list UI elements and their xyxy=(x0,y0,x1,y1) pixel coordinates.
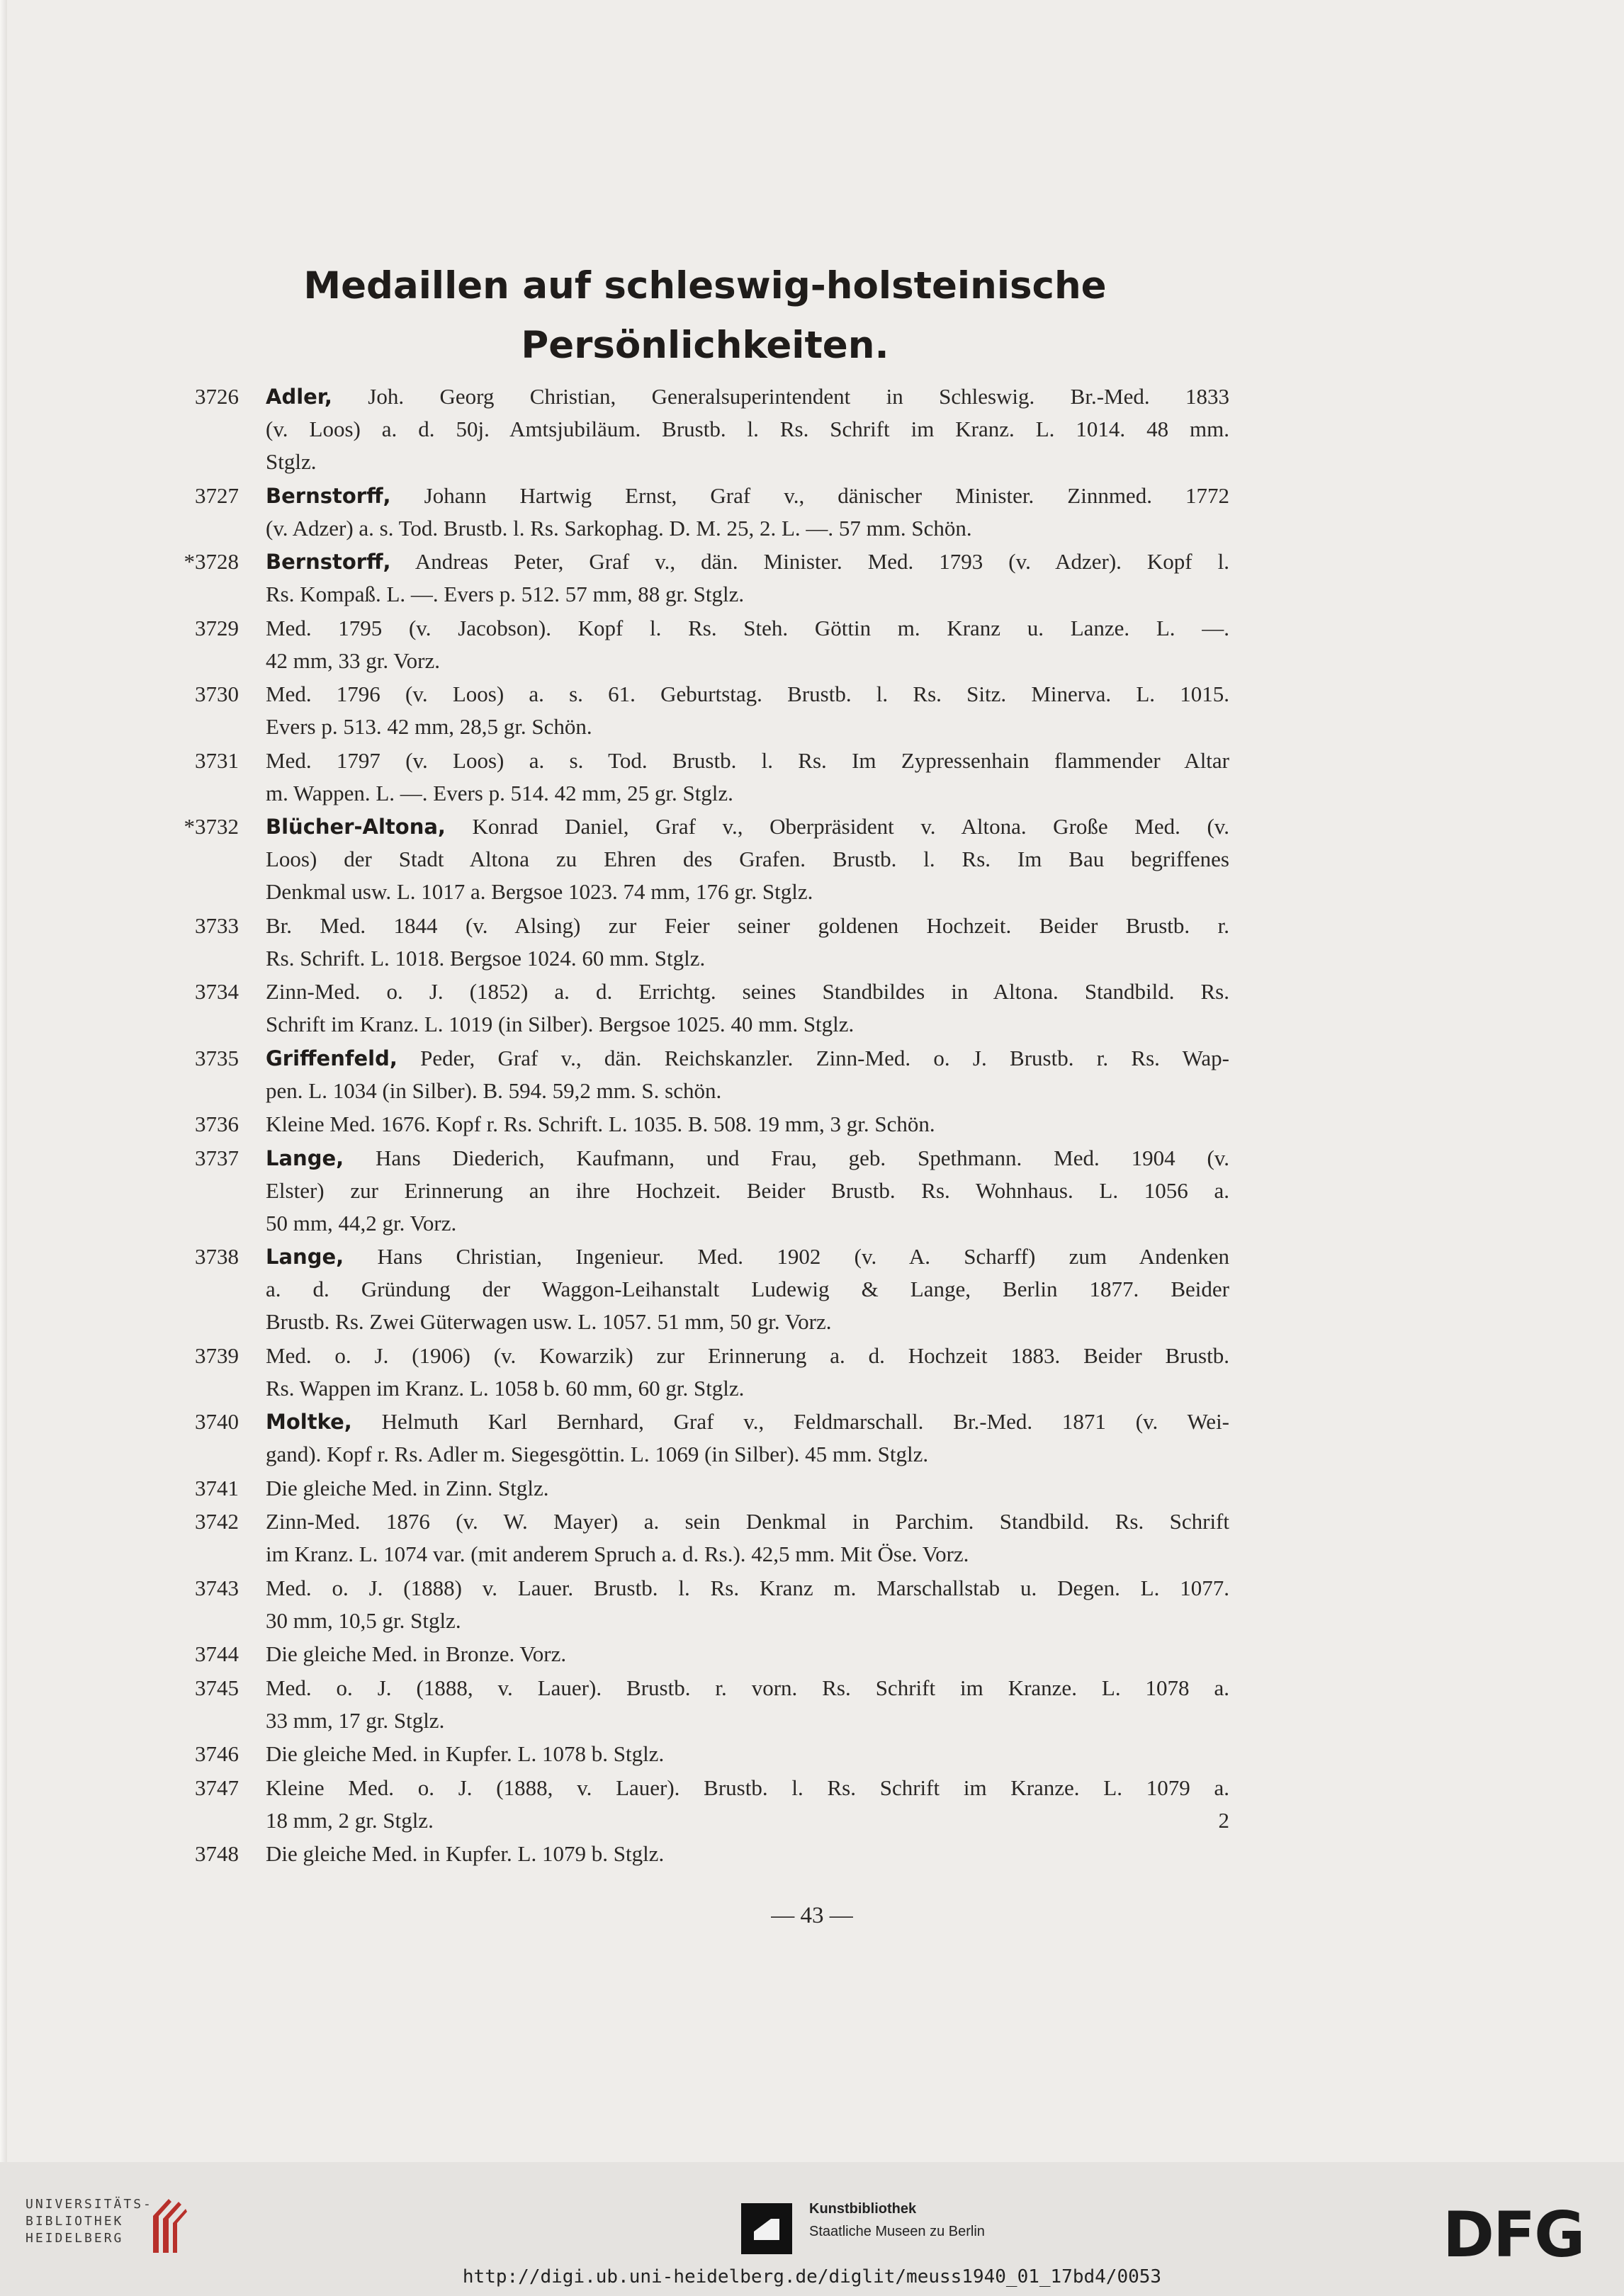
source-url-link[interactable]: http://digi.ub.uni-heidelberg.de/diglit/meuss1940_01_17bd4/0053 xyxy=(462,2266,1162,2287)
entry-line xyxy=(266,1240,1229,1273)
entry-line-text: gand). Kopf r. Rs. Adler m. Siegesgöttin. L. 1069 (in Silber). 45 mm. Stglz. xyxy=(266,1442,929,1466)
entry-text xyxy=(266,1572,1229,1637)
entry-number: 3743 xyxy=(195,1575,239,1600)
entry-text xyxy=(266,910,1229,975)
entry-text xyxy=(266,1042,1229,1107)
page-title xyxy=(234,256,1176,375)
entry-line xyxy=(266,745,1229,777)
kb-line-2: Staatliche Museen zu Berlin xyxy=(809,2224,985,2239)
entry-line xyxy=(266,1505,1229,1538)
entry-text xyxy=(266,1672,1229,1737)
entry-line-text: Die gleiche Med. in Kupfer. L. 1079 b. Stglz. xyxy=(266,1841,665,1866)
entry-line xyxy=(266,1108,1229,1141)
entry-line-text: Kleine Med. 1676. Kopf r. Rs. Schrift. L. 1035. B. 508. 19 mm, 3 gr. Schön. xyxy=(266,1112,935,1136)
entry-line-text: Med. 1796 (v. Loos) a. s. 61. Geburtstag. Brustb. l. Rs. Sitz. Minerva. L. 1015. xyxy=(266,682,1229,706)
kunstbibliothek-mark-icon xyxy=(741,2203,792,2254)
entry-line-text: Med. 1795 (v. Jacobson). Kopf l. Rs. Steh. Göttin m. Kranz u. Lanze. L. —. xyxy=(266,615,1229,640)
person-name: Blücher-Altona, xyxy=(266,815,446,839)
entry-line xyxy=(266,1306,1229,1338)
person-name: Griffenfeld, xyxy=(266,1046,397,1070)
entry-text xyxy=(266,1142,1229,1240)
entry-line xyxy=(266,1008,1229,1041)
entry-line-text: Hans Christian, Ingenieur. Med. 1902 (v. A. Scharff) zum Andenken xyxy=(377,1244,1230,1269)
entry-line xyxy=(266,810,1229,843)
entry-number: *3732 xyxy=(184,814,239,839)
entry-text xyxy=(266,1505,1229,1571)
person-name: Bernstorff, xyxy=(266,483,391,508)
person-name: Adler, xyxy=(266,385,332,409)
ub-emblem-icon xyxy=(147,2195,190,2256)
title-line-2: Persönlichkeiten. xyxy=(521,324,889,367)
ub-line-2: BIBLIOTHEK xyxy=(26,2214,124,2229)
entry-line-text: Kleine Med. o. J. (1888, v. Lauer). Brustb. l. Rs. Schrift im Kranze. L. 1079 a. xyxy=(266,1775,1229,1800)
entry-text xyxy=(266,612,1229,677)
entry-line xyxy=(266,678,1229,711)
entry-line-text: Rs. Wappen im Kranz. L. 1058 b. 60 mm, 60 gr. Stglz. xyxy=(266,1375,745,1401)
entry-number: 3731 xyxy=(195,747,239,773)
entry-number: 3738 xyxy=(195,1244,239,1269)
entry-line xyxy=(266,910,1229,942)
entry-line xyxy=(266,1838,1229,1870)
ub-logo-text xyxy=(26,2196,153,2247)
entry-line-text: Schrift im Kranz. L. 1019 (in Silber). Bergsoe 1025. 40 mm. Stglz. xyxy=(266,1012,855,1036)
entry-line xyxy=(266,942,1229,975)
entry-line xyxy=(266,612,1229,645)
entry-number: 3747 xyxy=(195,1775,239,1800)
entry-text xyxy=(266,480,1229,545)
entry-line xyxy=(266,1605,1229,1637)
entry-line xyxy=(266,711,1229,743)
entry-line-text: Med. 1797 (v. Loos) a. s. Tod. Brustb. l. Rs. Im Zypressenhain flammender Altar xyxy=(266,747,1229,773)
person-name: Bernstorff, xyxy=(266,550,391,574)
entry-number: 3746 xyxy=(195,1741,239,1766)
entry-line xyxy=(266,777,1229,810)
entry-line xyxy=(266,1638,1229,1670)
entry-line-text: Stglz. xyxy=(266,449,317,474)
entry-text xyxy=(266,1772,1229,1837)
entry-text xyxy=(266,745,1229,810)
entry-line xyxy=(266,413,1229,446)
entry-line xyxy=(266,1406,1229,1438)
entry-number: *3728 xyxy=(184,549,239,574)
entry-line xyxy=(266,1273,1229,1306)
person-name: Lange, xyxy=(266,1245,344,1269)
entry-line xyxy=(266,876,1229,908)
entry-line-text: (v. Loos) a. d. 50j. Amtsjubiläum. Brustb. l. Rs. Schrift im Kranz. L. 1014. 48 mm. xyxy=(266,417,1229,441)
entry-line-text: Med. o. J. (1906) (v. Kowarzik) zur Erinnerung a. d. Hochzeit 1883. Beider Brustb. xyxy=(266,1342,1229,1368)
entry-line-text: 30 mm, 10,5 gr. Stglz. xyxy=(266,1607,461,1633)
ub-line-1: UNIVERSITÄTS- xyxy=(26,2197,153,2212)
entry-line-text: im Kranz. L. 1074 var. (mit anderem Spruch a. d. Rs.). 42,5 mm. Mit Öse. Vorz. xyxy=(266,1542,969,1566)
entry-text xyxy=(266,1406,1229,1471)
entry-line-text: a. d. Gründung der Waggon-Leihanstalt Ludewig & Lange, Berlin 1877. Beider xyxy=(266,1277,1229,1301)
entry-text xyxy=(266,380,1229,478)
ub-line-3: HEIDELBERG xyxy=(26,2231,124,2246)
entry-line xyxy=(266,1672,1229,1704)
entry-line-text: Loos) der Stadt Altona zu Ehren des Grafen. Brustb. l. Rs. Im Bau begriffenes xyxy=(266,847,1229,871)
entry-number: 3741 xyxy=(195,1475,239,1500)
entry-line xyxy=(266,1142,1229,1175)
entry-line xyxy=(266,1207,1229,1240)
entry-line xyxy=(266,1372,1229,1405)
entry-line xyxy=(266,1704,1229,1737)
entry-line xyxy=(266,1738,1229,1770)
entry-line-text: Brustb. Rs. Zwei Güterwagen usw. L. 1057. 51 mm, 50 gr. Vorz. xyxy=(266,1309,832,1334)
person-name: Lange, xyxy=(266,1146,344,1170)
entry-line xyxy=(266,1175,1229,1207)
entry-line-text: Rs. Schrift. L. 1018. Bergsoe 1024. 60 mm. Stglz. xyxy=(266,945,706,971)
entry-text xyxy=(266,678,1229,743)
entry-line-text: Rs. Kompaß. L. —. Evers p. 512. 57 mm, 88 gr. Stglz. xyxy=(266,582,745,606)
entry-text xyxy=(266,810,1229,908)
entry-number: 3736 xyxy=(195,1112,239,1136)
entry-line-text: Hans Diederich, Kaufmann, und Frau, geb. Spethmann. Med. 1904 (v. xyxy=(376,1145,1230,1170)
entry-number: 3739 xyxy=(195,1342,239,1368)
entry-line-text: Konrad Daniel, Graf v., Oberpräsident v. Altona. Große Med. (v. xyxy=(472,814,1230,839)
entry-line xyxy=(266,1042,1229,1075)
entry-line-text: Die gleiche Med. in Kupfer. L. 1078 b. Stglz. xyxy=(266,1741,665,1766)
entry-line-text: 50 mm, 44,2 gr. Vorz. xyxy=(266,1210,457,1235)
entry-text xyxy=(266,1738,1229,1770)
entry-line xyxy=(266,380,1229,413)
entry-line-text: pen. L. 1034 (in Silber). B. 594. 59,2 mm. S. schön. xyxy=(266,1078,722,1103)
entry-line xyxy=(266,1438,1229,1471)
entry-line xyxy=(266,578,1229,611)
entry-line-text: Evers p. 513. 42 mm, 28,5 gr. Schön. xyxy=(266,714,592,739)
entry-number: 3742 xyxy=(195,1509,239,1534)
entry-line-text: Andreas Peter, Graf v., dän. Minister. Med. 1793 (v. Adzer). Kopf l. xyxy=(415,549,1229,574)
entry-line-text: Peder, Graf v., dän. Reichskanzler. Zinn-Med. o. J. Brustb. r. Rs. Wap- xyxy=(420,1045,1229,1070)
entry-line xyxy=(266,975,1229,1008)
entry-number: 3734 xyxy=(195,979,239,1004)
margin-note: 2 xyxy=(1218,1807,1229,1833)
entry-line-text: Elster) zur Erinnerung an ihre Hochzeit. Beider Brustb. Rs. Wohnhaus. L. 1056 a. xyxy=(266,1177,1229,1203)
entry-text xyxy=(266,1108,1229,1141)
entry-number: 3735 xyxy=(195,1045,239,1070)
entry-number: 3730 xyxy=(195,682,239,706)
entry-number: 3737 xyxy=(195,1145,239,1170)
entry-line xyxy=(266,1472,1229,1505)
dfg-logo[interactable]: DFG xyxy=(1443,2198,1584,2271)
entry-number: 3733 xyxy=(195,912,239,938)
entry-number: 3727 xyxy=(195,482,239,508)
entry-line-text: 33 mm, 17 gr. Stglz. xyxy=(266,1707,445,1733)
entry-number: 3748 xyxy=(195,1841,239,1866)
entry-line xyxy=(266,446,1229,478)
person-name: Moltke, xyxy=(266,1410,352,1434)
entry-line-text: Med. o. J. (1888) v. Lauer. Brustb. l. Rs. Kranz m. Marschallstab u. Degen. L. 1077. xyxy=(266,1575,1229,1600)
university-library-logo[interactable] xyxy=(26,2196,153,2247)
entry-line xyxy=(266,1075,1229,1107)
entry-text xyxy=(266,1340,1229,1405)
entry-line-text: Johann Hartwig Ernst, Graf v., dänischer Minister. Zinnmed. 1772 xyxy=(424,482,1229,508)
entry-line-text: Die gleiche Med. in Zinn. Stglz. xyxy=(266,1475,549,1500)
kunstbibliothek-text xyxy=(809,2198,985,2243)
entry-text xyxy=(266,545,1229,611)
entry-line-text: Med. o. J. (1888, v. Lauer). Brustb. r. vorn. Rs. Schrift im Kranze. L. 1078 a. xyxy=(266,1675,1229,1700)
entry-line-text: 18 mm, 2 gr. Stglz. xyxy=(266,1807,434,1833)
entry-line-text: Zinn-Med. o. J. (1852) a. d. Errichtg. seines Standbildes in Altona. Standbild. Rs. xyxy=(266,979,1229,1004)
entry-text xyxy=(266,1472,1229,1505)
entry-line xyxy=(266,1340,1229,1372)
entry-number: 3726 xyxy=(195,384,239,409)
entry-line-text: Zinn-Med. 1876 (v. W. Mayer) a. sein Denkmal in Parchim. Standbild. Rs. Schrift xyxy=(266,1509,1229,1534)
entry-line xyxy=(266,545,1229,578)
entry-line-text: Die gleiche Med. in Bronze. Vorz. xyxy=(266,1641,567,1666)
kb-line-1: Kunstbibliothek xyxy=(809,2201,917,2217)
entry-line-text: Joh. Georg Christian, Generalsuperintendent in Schleswig. Br.-Med. 1833 xyxy=(368,384,1230,409)
entry-number: 3744 xyxy=(195,1641,239,1666)
entry-line-text: m. Wappen. L. —. Evers p. 514. 42 mm, 25 gr. Stglz. xyxy=(266,780,733,805)
entry-line-text: (v. Adzer) a. s. Tod. Brustb. l. Rs. Sarkophag. D. M. 25, 2. L. —. 57 mm. Schön. xyxy=(266,515,972,541)
page-edge xyxy=(0,0,7,2162)
entry-number: 3745 xyxy=(195,1675,239,1700)
entry-line-text: 42 mm, 33 gr. Vorz. xyxy=(266,647,441,673)
entry-line xyxy=(266,1804,1229,1837)
entry-line xyxy=(266,843,1229,876)
title-line-1: Medaillen auf schleswig-holsteinische xyxy=(303,264,1107,307)
entry-line xyxy=(266,1538,1229,1571)
entry-line-text: Denkmal usw. L. 1017 a. Bergsoe 1023. 74 mm, 176 gr. Stglz. xyxy=(266,879,813,904)
entry-line xyxy=(266,645,1229,677)
entry-line xyxy=(266,480,1229,512)
entry-line xyxy=(266,512,1229,545)
entry-line-text: Helmuth Karl Bernhard, Graf v., Feldmarschall. Br.-Med. 1871 (v. Wei- xyxy=(381,1409,1230,1434)
page-number: — 43 — xyxy=(771,1903,853,1928)
entry-text xyxy=(266,1638,1229,1670)
entry-number: 3740 xyxy=(195,1409,239,1434)
entry-line xyxy=(266,1572,1229,1605)
entry-text xyxy=(266,975,1229,1041)
entry-text xyxy=(266,1240,1229,1338)
entry-line xyxy=(266,1772,1229,1804)
entry-number: 3729 xyxy=(195,615,239,640)
entry-text xyxy=(266,1838,1229,1870)
entry-line-text: Br. Med. 1844 (v. Alsing) zur Feier seiner goldenen Hochzeit. Beider Brustb. r. xyxy=(266,912,1229,938)
